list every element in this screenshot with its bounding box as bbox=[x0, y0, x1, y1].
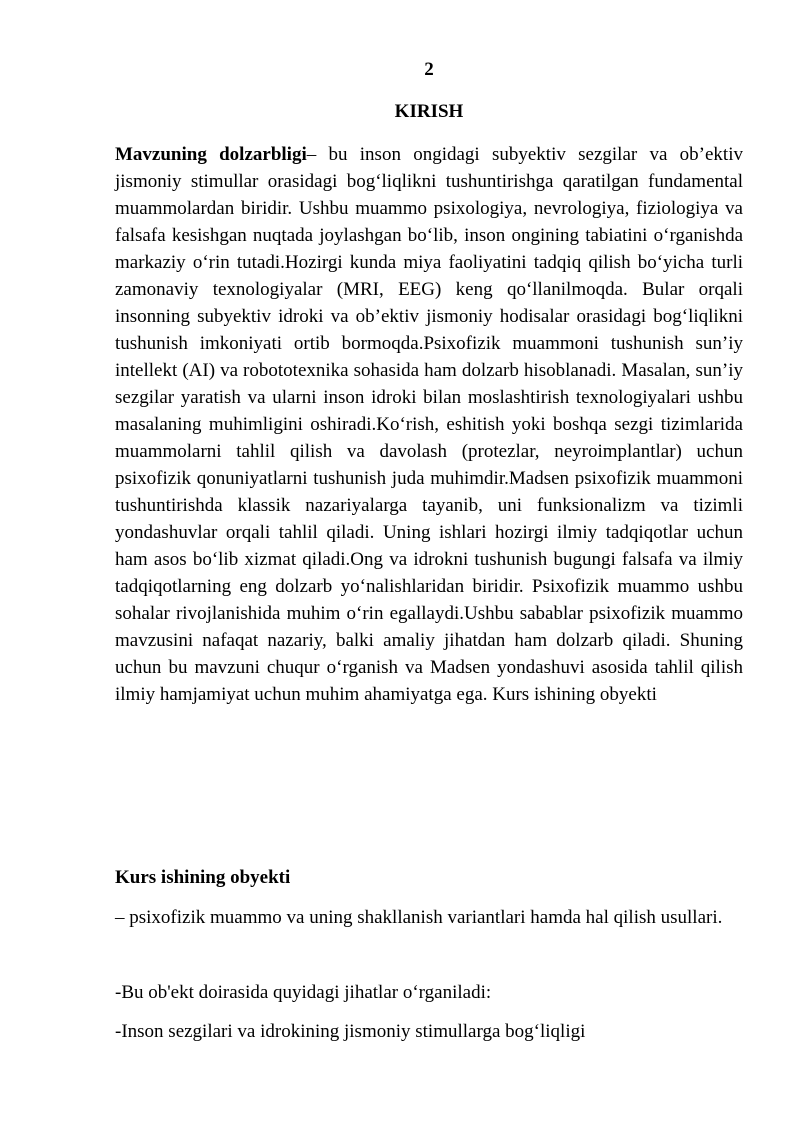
intro-text: – bu inson ongidagi subyektiv sezgilar va ob’ektiv jismoniy stimullar orasidagi bog‘liqlikni tushuntirishga qaratilgan fundamental muammolardan biridir. Ushbu muammo psixologiya, nevrologiya, fiziologiya va falsafa kesishgan nuqtada joylashgan bo‘lib, inson ongining tabiatini o‘rganishda markaziy o‘rin tutadi.Hozirgi kunda miya faoliyatini tadqiq qilish bo‘yicha turli zamonaviy texnologiyalar (MRI, EEG) keng qo‘llanilmoqda. Bular orqali insonning subyektiv idroki va ob’ektiv jismoniy hodisalar orasidagi bog‘liqlikni tushunish imkoniyati ortib bormoqda.Psixofizik muammoni tushunish sun’iy intellekt (AI) va robototexnika sohasida ham dolzarb hisoblanadi. Masalan, sun’iy sezgilar yaratish va ularni inson idroki bilan moslashtirish texnologiyalari ushbu masalaning muhimligini oshiradi.Ko‘rish, eshitish yoki boshqa sezgi tizimlarida muammolarni tahlil qilish va davolash (protezlar, neyroimplantlar) uchun psixofizik qonuniyatlarni tushunish juda muhimdir.Madsen psixofizik muammoni tushuntirishda klassik nazariyalarga tayanib, uni funksionalizm va tizimli yondashuvlar orqali tahlil qiladi. Uning ishlari hozirgi ilmiy tadqiqotlar uchun ham asos bo‘lib xizmat qiladi.Ong va idrokni tushunish bugungi falsafa va ilmiy tadqiqotlarning eng dolzarb yo‘nalishlaridan biridir. Psixofizik muammo ushbu sohalar rivojlanishida muhim o‘rin egallaydi.Ushbu sabablar psixofizik muammo mavzusini nafaqat nazariy, balki amaliy jihatdan ham dolzarb qiladi. Shuning uchun bu mavzuni chuqur o‘rganish va Madsen yondashuvi asosida tahlil qilish ilmiy hamjamiyat uchun muhim ahamiyatga ega. Kurs ishining obyekti bbox=[115, 144, 743, 705]
intro-bold-lead: Mavzuning dolzarbligi bbox=[115, 144, 307, 165]
object-line-2: -Inson sezgilari va idrokining jismoniy stimullarga bog‘liqligi bbox=[115, 1021, 586, 1042]
object-line-1: -Bu ob'ekt doirasida quyidagi jihatlar o‘rganiladi: bbox=[115, 982, 492, 1003]
object-heading: Kurs ishining obyekti bbox=[115, 867, 291, 888]
intro-paragraph bbox=[115, 141, 743, 708]
object-description: – psixofizik muammo va uning shakllanish variantlari hamda hal qilish usullari. bbox=[115, 907, 723, 928]
page-number: 2 bbox=[424, 59, 434, 80]
section-heading: KIRISH bbox=[394, 101, 464, 122]
